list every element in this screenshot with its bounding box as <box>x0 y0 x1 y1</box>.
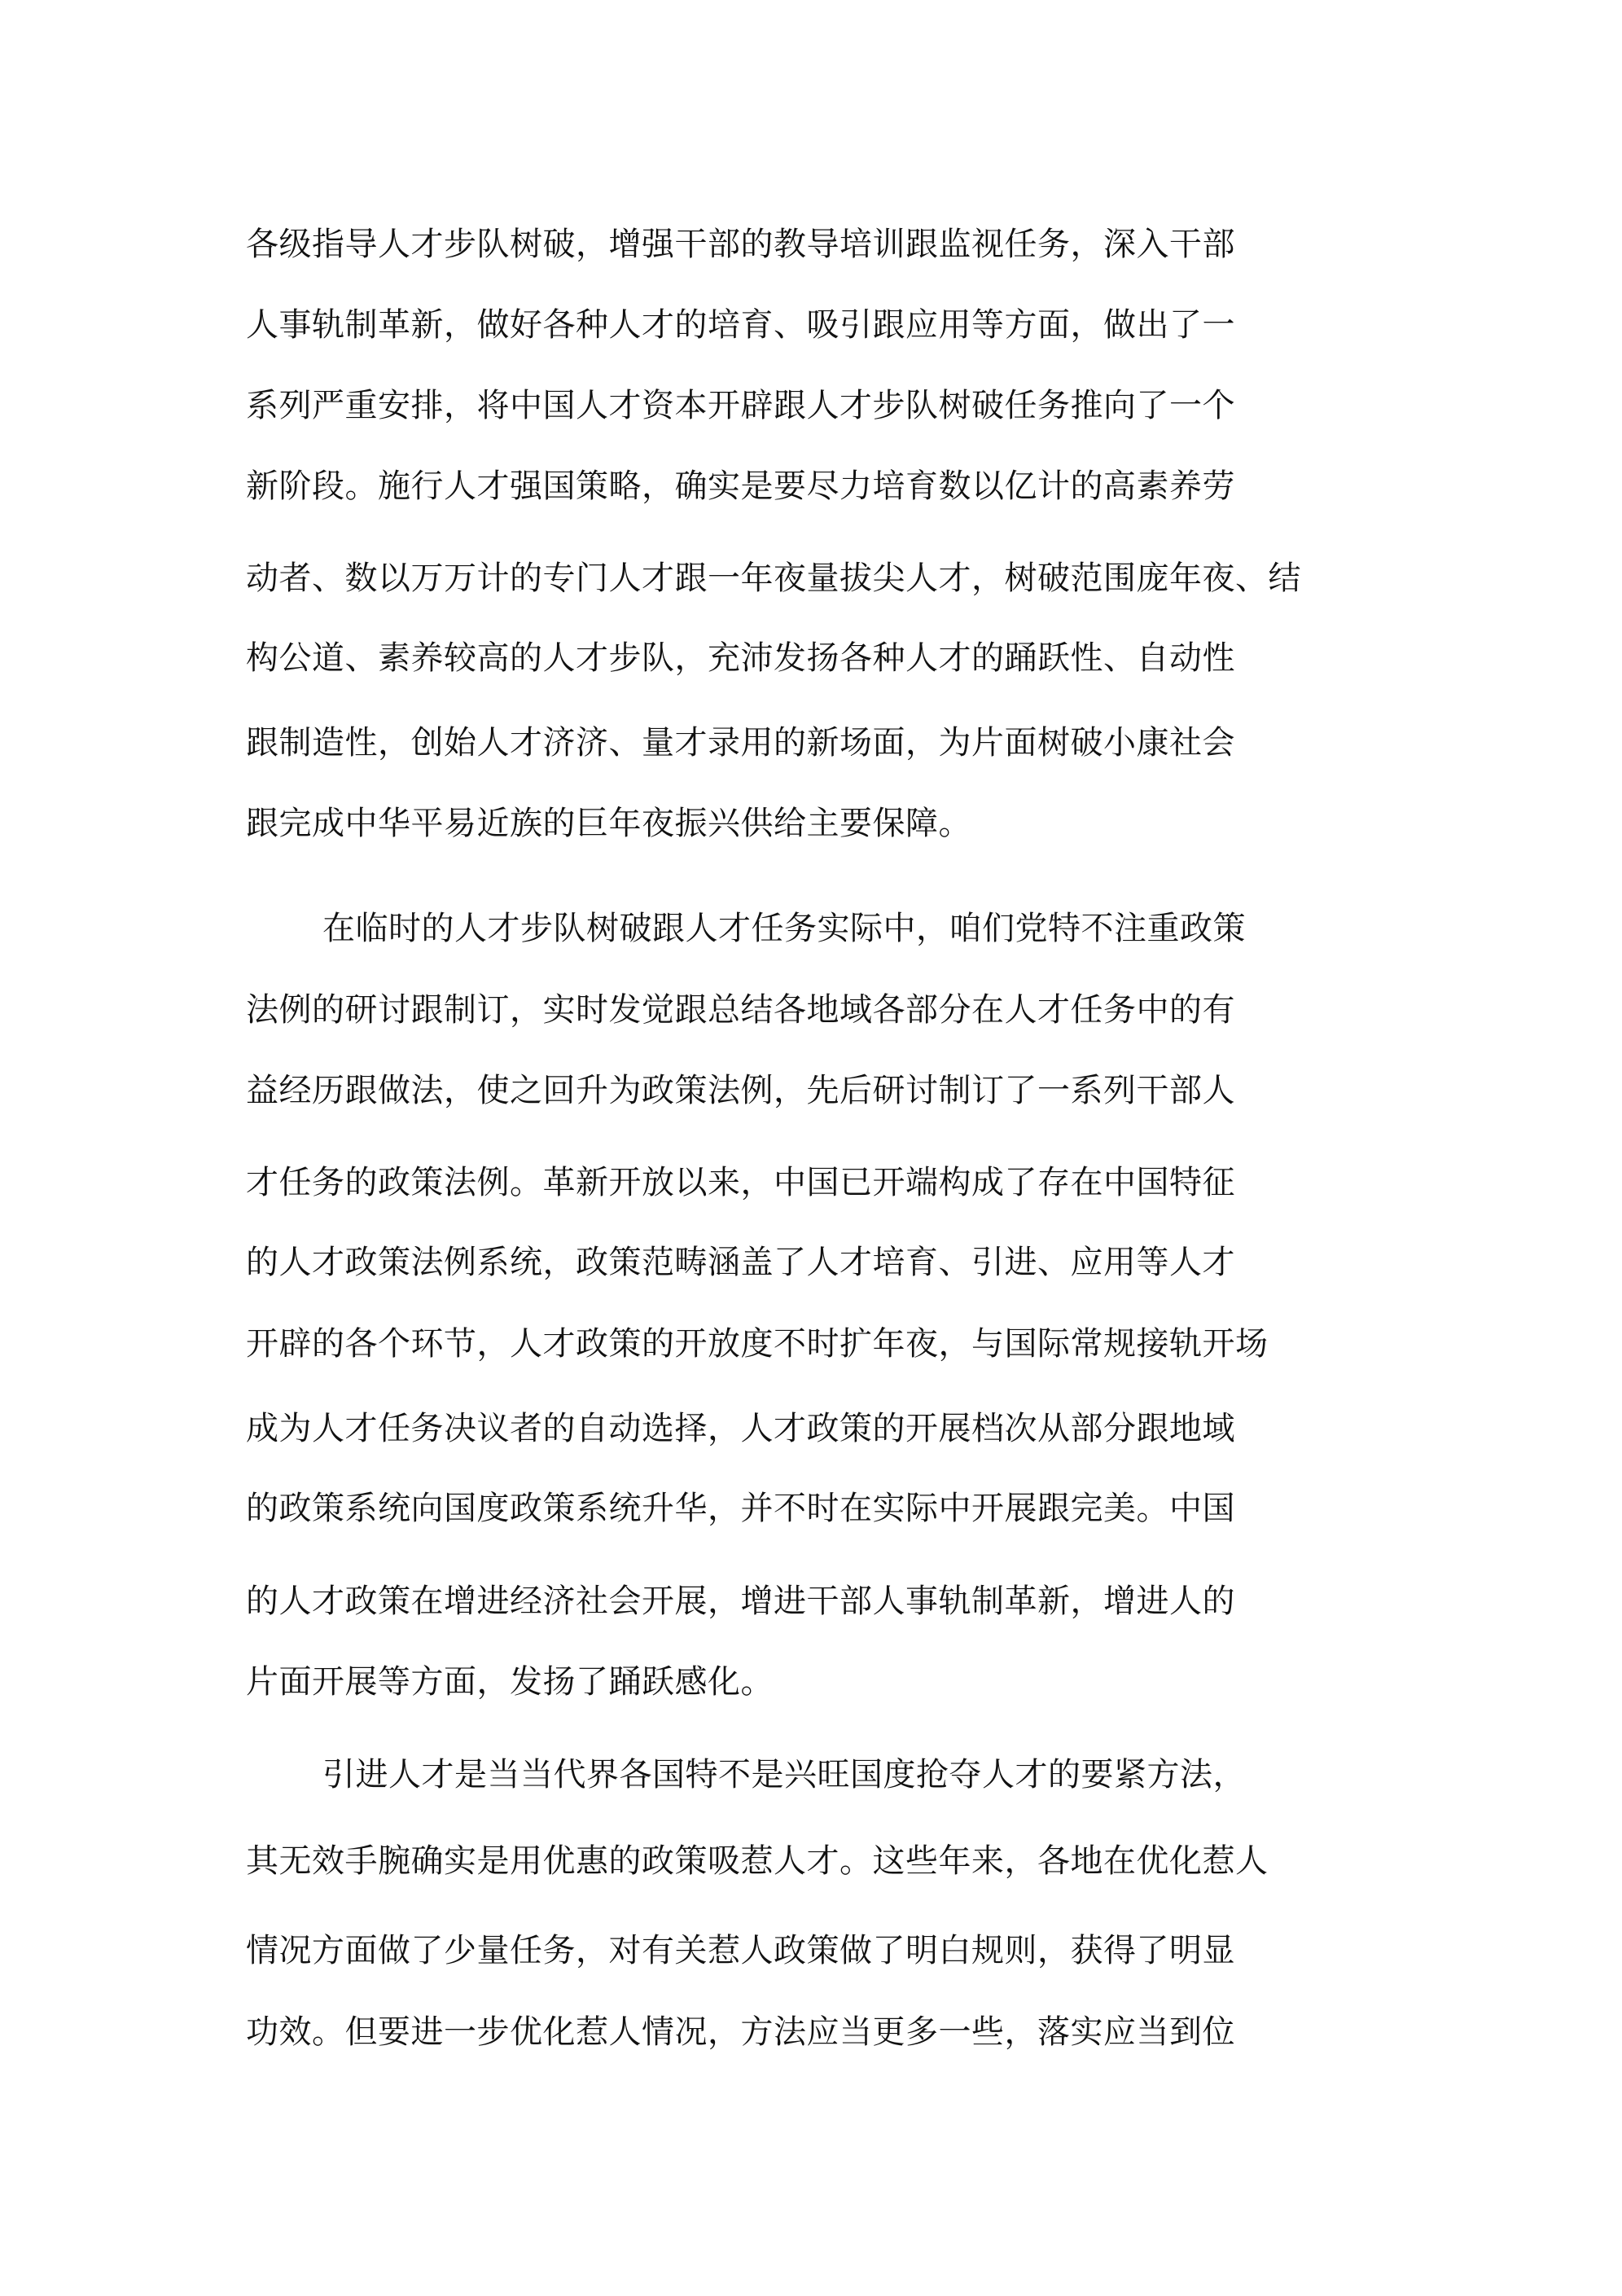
text-line: 益经历跟做法，使之回升为政策法例，先后研讨制订了一系列干部人 <box>246 1072 1235 1109</box>
text-line: 情况方面做了少量任务，对有关惹人政策做了明白规则，获得了明显 <box>246 1932 1235 1969</box>
text-line: 新阶段。施行人才强国策略，确实是要尽力培育数以亿计的高素养劳 <box>246 468 1235 505</box>
text-line: 的人才政策法例系统，政策范畴涵盖了人才培育、引进、应用等人才 <box>246 1244 1235 1281</box>
text-line: 人事轨制革新，做好各种人才的培育、吸引跟应用等方面，做出了一 <box>246 306 1235 344</box>
text-line: 构公道、素养较高的人才步队，充沛发扬各种人才的踊跃性、自动性 <box>246 639 1235 677</box>
text-line: 开辟的各个环节，人才政策的开放度不时扩年夜，与国际常规接轨开场 <box>246 1325 1269 1363</box>
text-line: 系列严重安排，将中国人才资本开辟跟人才步队树破任务推向了一个 <box>246 387 1235 424</box>
text-line: 成为人才任务决议者的自动选择，人才政策的开展档次从部分跟地域 <box>246 1410 1235 1447</box>
text-line: 的人才政策在增进经济社会开展，增进干部人事轨制革新，增进人的 <box>246 1583 1235 1620</box>
text-line: 各级指导人才步队树破，增强干部的教导培训跟监视任务，深入干部 <box>246 226 1235 263</box>
text-line: 功效。但要进一步优化惹人情况，方法应当更多一些，落实应当到位 <box>246 2013 1235 2051</box>
text-line: 法例的研讨跟制订，实时发觉跟总结各地域各部分在人才任务中的有 <box>246 991 1235 1029</box>
text-line: 跟制造性，创始人才济济、量才录用的新场面，为片面树破小康社会 <box>246 724 1235 762</box>
paragraph-first-line: 在临时的人才步队树破跟人才任务实际中，咱们党特不注重政策 <box>322 910 1246 947</box>
text-line: 才任务的政策法例。革新开放以来，中国已开端构成了存在中国特征 <box>246 1164 1235 1201</box>
text-line: 动者、数以万万计的专门人才跟一年夜量拔尖人才，树破范围庞年夜、结 <box>246 560 1301 597</box>
text-line: 其无效手腕确实是用优惠的政策吸惹人才。这些年来，各地在优化惹人 <box>246 1842 1269 1880</box>
text-line: 跟完成中华平易近族的巨年夜振兴供给主要保障。 <box>246 805 971 842</box>
text-line: 片面开展等方面，发扬了踊跃感化。 <box>246 1663 774 1701</box>
text-line: 的政策系统向国度政策系统升华，并不时在实际中开展跟完美。中国 <box>246 1490 1235 1527</box>
paragraph-first-line: 引进人才是当当代界各国特不是兴旺国度抢夺人才的要紧方法， <box>322 1756 1246 1793</box>
